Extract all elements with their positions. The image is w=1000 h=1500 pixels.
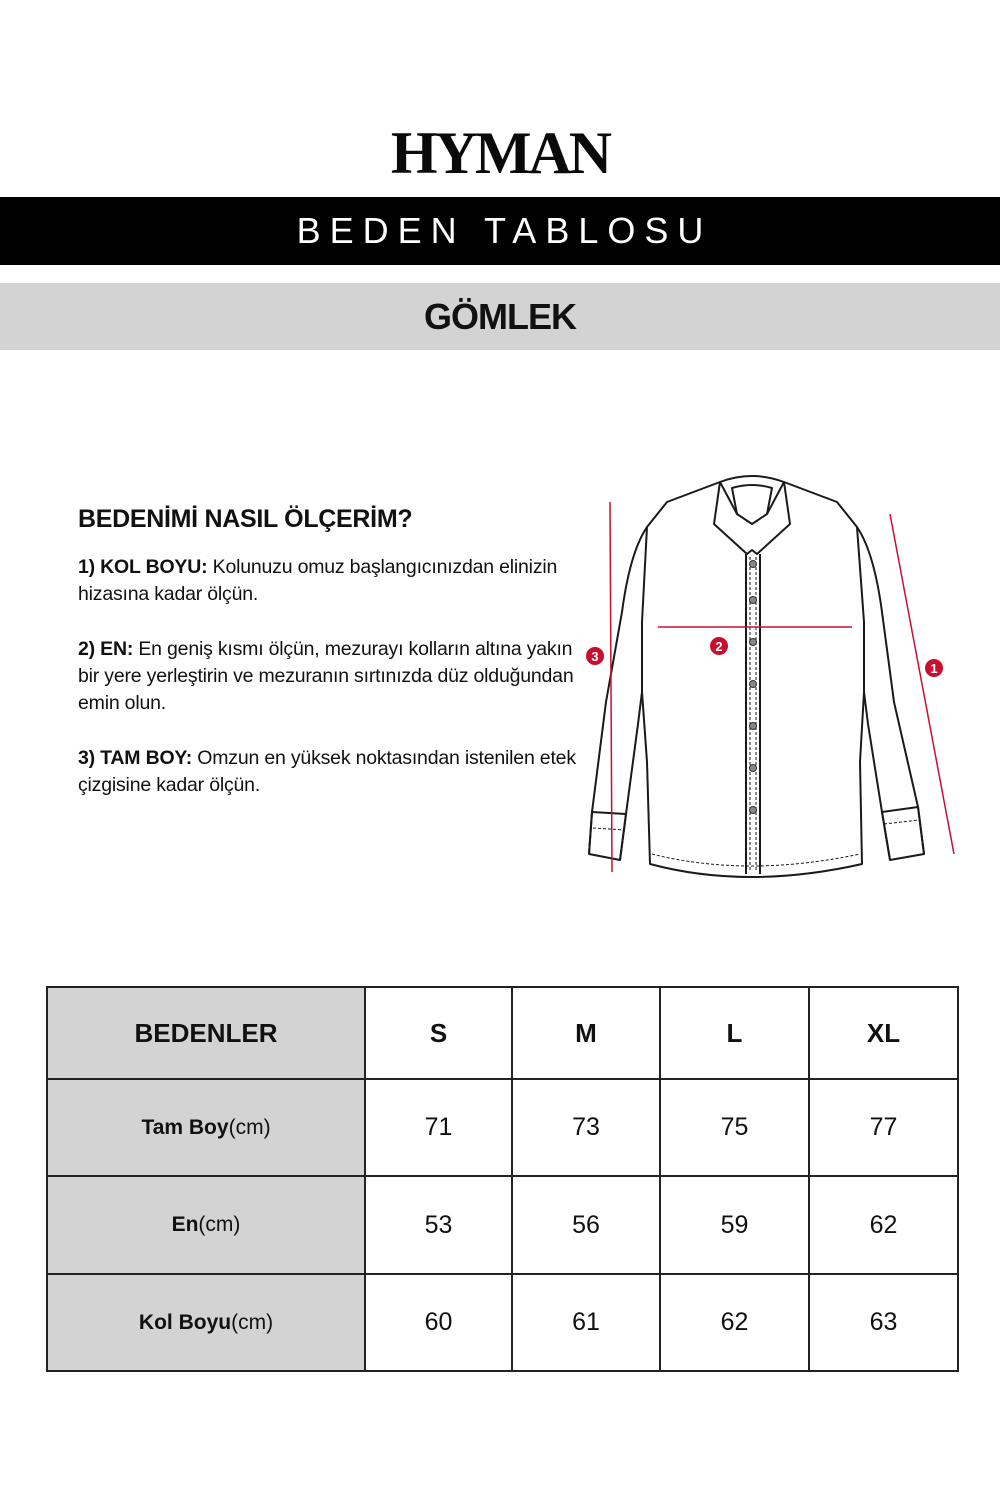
row-label: Kol Boyu(cm) <box>47 1274 365 1371</box>
table-cell: 53 <box>365 1176 512 1274</box>
page-title-bar <box>0 197 1000 265</box>
page-title: BEDEN TABLOSU <box>296 210 713 251</box>
header-size-xl: XL <box>809 987 958 1079</box>
table-cell: 75 <box>660 1079 809 1176</box>
brand-logo: HYMAN <box>390 120 610 186</box>
table-cell: 71 <box>365 1079 512 1176</box>
table-cell: 59 <box>660 1176 809 1274</box>
measure-instructions <box>78 505 598 827</box>
shirt-outline <box>589 476 924 877</box>
row-label: En(cm) <box>47 1176 365 1274</box>
table-row <box>47 1274 958 1371</box>
instruction-label: 3) TAM BOY: <box>78 747 193 769</box>
instruction-label: 2) EN: <box>78 638 134 660</box>
table-cell: 62 <box>660 1274 809 1371</box>
header-size-m: M <box>512 987 660 1079</box>
category-bar <box>0 283 1000 350</box>
table-cell: 56 <box>512 1176 660 1274</box>
table-cell: 77 <box>809 1079 958 1176</box>
measurement-lines <box>610 502 954 872</box>
table-row <box>47 1079 958 1176</box>
header-size-l: L <box>660 987 809 1079</box>
table-cell: 62 <box>809 1176 958 1274</box>
measure-marker-1 <box>925 659 943 677</box>
marker-label: 3 <box>591 649 599 664</box>
table-cell: 73 <box>512 1079 660 1176</box>
table-cell: 63 <box>809 1274 958 1371</box>
instruction-sleeve <box>78 554 598 608</box>
header-size-s: S <box>365 987 512 1079</box>
instruction-text: En geniş kısmı ölçün, mezurayı kolların altına yakın bir yere yerleştirin ve mezuranın sırtınızda düz olduğundan emin olun. <box>78 638 574 714</box>
instruction-length <box>78 745 598 799</box>
header-sizes: BEDENLER <box>47 987 365 1079</box>
table-cell: 60 <box>365 1274 512 1371</box>
table-cell: 61 <box>512 1274 660 1371</box>
marker-label: 1 <box>930 661 938 676</box>
instruction-text: Omzun en yüksek noktasından istenilen etek çizgisine kadar ölçün. <box>78 747 576 796</box>
instructions-heading: BEDENİMİ NASIL ÖLÇERİM? <box>78 505 413 533</box>
size-table-header <box>47 987 958 1079</box>
instruction-text: Kolunuzu omuz başlangıcınızdan elinizin hizasına kadar ölçün. <box>78 556 558 605</box>
instruction-label: 1) KOL BOYU: <box>78 556 208 578</box>
table-row <box>47 1176 958 1274</box>
marker-label: 2 <box>715 639 723 654</box>
category-title: GÖMLEK <box>424 295 576 337</box>
shirt-diagram <box>572 462 972 902</box>
row-label: Tam Boy(cm) <box>47 1079 365 1176</box>
shirt-buttons <box>750 561 757 814</box>
measure-marker-3 <box>586 647 604 665</box>
size-table <box>46 986 959 1372</box>
measure-marker-2 <box>710 637 728 655</box>
instruction-width <box>78 636 598 717</box>
